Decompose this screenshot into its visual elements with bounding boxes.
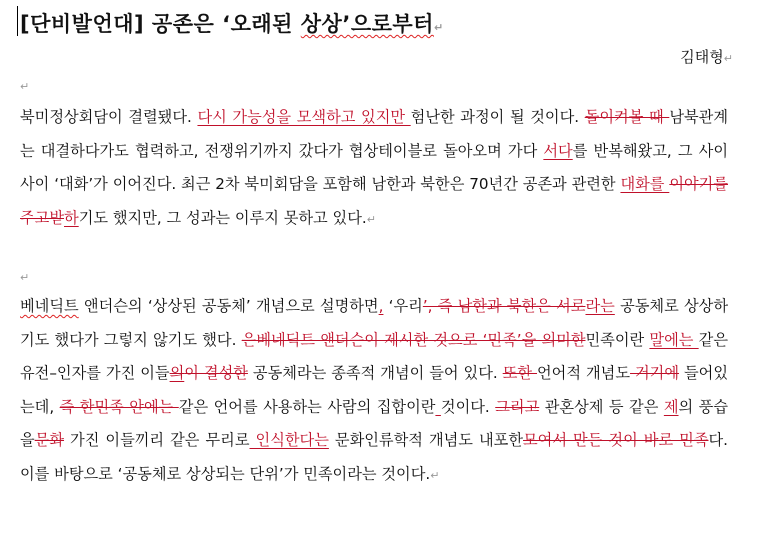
text-run: 남북관계는 대결하다가도 협력하고, 전쟁위기까지 갔다가 협상테이블로 돌아오며 가다	[20, 108, 728, 160]
text-run: 기도 했지만, 그 성과는 이루지 못하고 있다.	[78, 208, 367, 227]
text-run: 언어적 개념도	[537, 364, 631, 383]
text-run: 공동체로 상상하기도 했다가 그렇지 않기도 했다.	[20, 297, 728, 349]
tracked-deletion: 그리고	[495, 397, 540, 416]
tracked-insertion: 서다	[543, 141, 573, 160]
tracked-deletion: 은베네딕트 앤더슨이 제시한 것으로 ‘민족’을 의미한	[241, 330, 586, 349]
tracked-insertion-deleted: 의	[169, 364, 185, 383]
paragraph-mark-icon: ↵	[433, 21, 444, 34]
text-run: 관혼상제 등 같은	[539, 397, 664, 416]
paragraph-1[interactable]	[20, 101, 728, 236]
tracked-insertion: 라는	[585, 297, 615, 315]
text-run: 의 풍습을	[20, 397, 729, 450]
empty-paragraph[interactable]	[20, 80, 29, 93]
tracked-insertion: 대화를	[620, 175, 670, 194]
tracked-insertion: 하	[64, 208, 79, 227]
text-run: 앤더슨의 ‘상상된 공동체’ 개념으로 설명하면	[78, 297, 379, 315]
author-name[interactable]	[680, 46, 733, 67]
text-run: 들어있는데,	[20, 364, 729, 416]
text-run: 다. 이를 바탕으로 ‘공동체로 상상되는 단위’가 민족이라는 것이다.	[20, 431, 728, 483]
text-run: 문화인류학적 개념도 내포한	[328, 431, 524, 450]
text-cursor	[17, 6, 18, 36]
tracked-deletion: 모여서 만든 것이 바로 민족	[523, 431, 709, 450]
text-run: 같은 언어를 사용하는 사람의 집합이란	[178, 397, 436, 416]
tracked-deletion: 문화	[34, 431, 65, 450]
tracked-deletion: ’, 즉 남한과 북한은 서로	[422, 297, 586, 315]
document-title[interactable]	[20, 8, 444, 38]
text-run: 험난한 과정이 될 것이다.	[410, 108, 585, 126]
text-run: 북미정상회담이 결렬됐다.	[20, 108, 198, 126]
title-spellcheck-part: 상상’으로부터	[300, 12, 434, 36]
text-run: ‘우리	[383, 297, 423, 315]
paragraph-mark-icon: ↵	[366, 212, 376, 226]
tracked-deletion: 돌이켜볼 때	[584, 108, 670, 126]
paragraph-mark-icon: ↵	[430, 468, 440, 482]
tracked-insertion: 인식한다는	[249, 431, 329, 450]
tracked-insertion: 다시 가능성을 모색하고 있지만	[197, 108, 411, 126]
text-run: 공동체라는 종족적 개념이 들어 있다.	[247, 364, 503, 383]
tracked-deletion: 이 결성한	[184, 364, 248, 383]
text-run: 같은 유전–인자를 가진 이들	[20, 330, 728, 383]
paragraph-mark-icon: ↵	[723, 52, 733, 65]
tracked-insertion: 제	[663, 397, 679, 416]
tracked-deletion: 거기에	[630, 364, 680, 383]
empty-paragraph[interactable]	[20, 271, 29, 284]
tracked-deletion: 이야기를 주고받	[20, 175, 728, 227]
spellcheck-word: 베네딕트	[20, 297, 79, 315]
tracked-deletion: 즉 한민족 안에는	[59, 397, 179, 416]
paragraph-mark-icon: ↵	[20, 271, 30, 284]
tracked-insertion: 말에는	[649, 330, 699, 349]
text-run: 를 반복해왔고, 그 사이사이 ‘대화’가 이어진다. 최근 2차 북미회담을 포함해 남한과 북한은 70년간 공존과 관련한	[20, 141, 728, 194]
paragraph-mark-icon: ↵	[20, 80, 30, 93]
author-text: 김태형	[680, 48, 724, 66]
tracked-insertion: ,	[378, 297, 384, 315]
text-run: 것이다.	[440, 397, 496, 416]
text-run: 가진 이들끼리 같은 무리로	[64, 431, 250, 450]
title-part: [단비발언대] 공존은 ‘오래된	[20, 12, 301, 36]
paragraph-2[interactable]	[20, 290, 728, 493]
text-run: 민족이란	[585, 330, 650, 349]
tracked-deletion: 또한	[502, 364, 538, 383]
